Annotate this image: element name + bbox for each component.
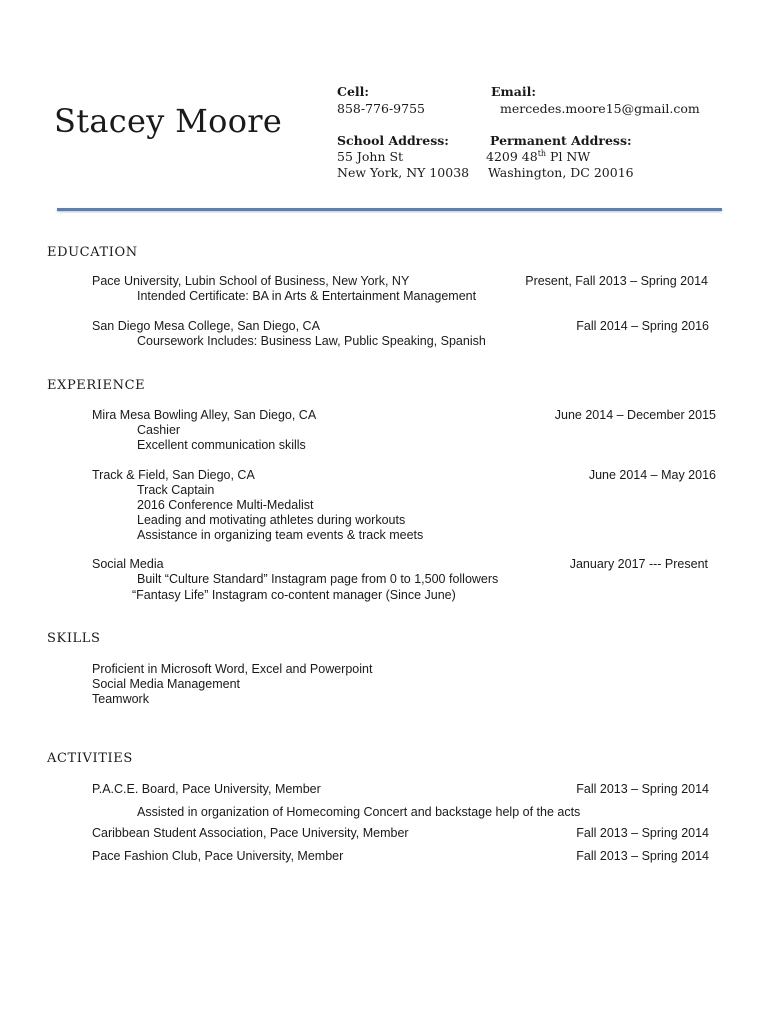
activity-date: Fall 2013 – Spring 2014 <box>576 826 709 840</box>
activities-heading: ACTIVITIES <box>47 751 133 766</box>
experience-date: June 2014 – May 2016 <box>588 468 716 482</box>
experience-heading: EXPERIENCE <box>47 378 146 393</box>
education-detail: Coursework Includes: Business Law, Public Speaking, Spanish <box>137 334 486 348</box>
permanent-address-line1: 4209 48th Pl NW <box>486 148 591 164</box>
education-detail: Intended Certificate: BA in Arts & Entertainment Management <box>137 289 477 303</box>
experience-detail: Built “Culture Standard” Instagram page from 0 to 1,500 followers <box>137 572 499 586</box>
skill-item: Proficient in Microsoft Word, Excel and Powerpoint <box>92 662 373 676</box>
experience-org: Mira Mesa Bowling Alley, San Diego, CA <box>92 408 317 422</box>
education-date: Fall 2014 – Spring 2016 <box>576 319 709 333</box>
skills-heading: SKILLS <box>47 631 101 646</box>
education-org: San Diego Mesa College, San Diego, CA <box>92 319 320 333</box>
experience-detail: 2016 Conference Multi-Medalist <box>137 498 314 512</box>
school-address-label: School Address: <box>337 133 449 148</box>
email-label: Email: <box>491 84 536 99</box>
education-date: Present, Fall 2013 – Spring 2014 <box>525 274 708 288</box>
experience-org: Track & Field, San Diego, CA <box>92 468 255 482</box>
experience-detail: Cashier <box>137 423 181 437</box>
activity-date: Fall 2013 – Spring 2014 <box>576 849 709 863</box>
skill-item: Social Media Management <box>92 677 240 691</box>
skill-item: Teamwork <box>92 692 149 706</box>
resume-name: Stacey Moore <box>54 102 283 140</box>
activity-org: Caribbean Student Association, Pace University, Member <box>92 826 409 840</box>
experience-detail: Track Captain <box>137 483 215 497</box>
experience-detail: Excellent communication skills <box>137 438 306 452</box>
school-address-line1: 55 John St <box>337 149 404 164</box>
email-value: mercedes.moore15@gmail.com <box>500 101 700 116</box>
education-heading: EDUCATION <box>47 245 138 260</box>
experience-detail: Leading and motivating athletes during workouts <box>137 513 406 527</box>
activity-detail: Assisted in organization of Homecoming Concert and backstage help of the acts <box>137 805 581 819</box>
activity-date: Fall 2013 – Spring 2014 <box>576 782 709 796</box>
experience-detail: “Fantasy Life” Instagram co-content manager (Since June) <box>132 588 456 602</box>
activity-org: Pace Fashion Club, Pace University, Member <box>92 849 344 863</box>
permanent-address-line2: Washington, DC 20016 <box>488 165 634 180</box>
experience-org: Social Media <box>92 557 164 571</box>
activity-org: P.A.C.E. Board, Pace University, Member <box>92 782 321 796</box>
experience-detail: Assistance in organizing team events & track meets <box>137 528 424 542</box>
header-divider <box>57 208 722 211</box>
permanent-address-label: Permanent Address: <box>490 133 632 148</box>
experience-date: January 2017 --- Present <box>569 557 708 571</box>
cell-value: 858-776-9755 <box>337 101 425 116</box>
education-org: Pace University, Lubin School of Business, New York, NY <box>92 274 410 288</box>
school-address-line2: New York, NY 10038 <box>337 165 470 180</box>
cell-label: Cell: <box>337 84 370 99</box>
experience-date: June 2014 – December 2015 <box>554 408 716 422</box>
